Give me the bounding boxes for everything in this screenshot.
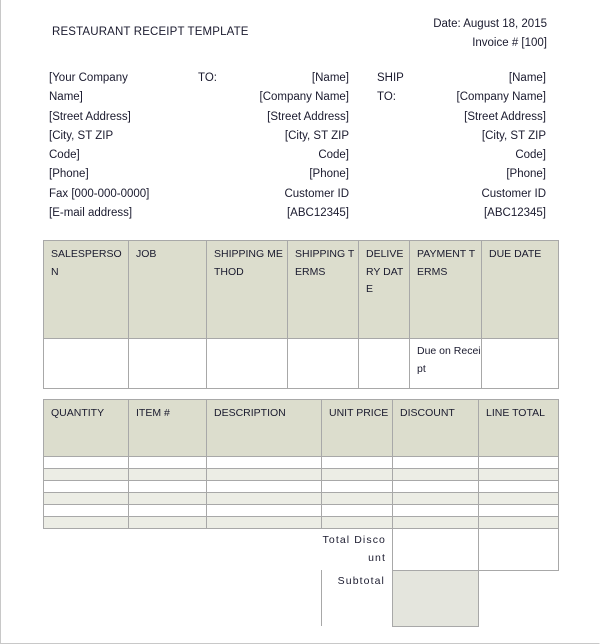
spacer-cell <box>44 570 322 626</box>
cell-unit-price[interactable] <box>322 469 393 481</box>
total-discount-value[interactable] <box>393 529 479 571</box>
subtotal-value[interactable] <box>393 570 479 626</box>
cell-quantity[interactable] <box>44 505 129 517</box>
ship-to-line: [Company Name] <box>456 91 546 104</box>
cell-discount[interactable] <box>393 469 479 481</box>
table-row <box>44 339 559 389</box>
col-header-job: JOB <box>129 241 207 339</box>
bill-to-line: [City, ST ZIP <box>284 129 349 142</box>
bill-to-line: [Name] <box>311 72 349 84</box>
cell-unit-price[interactable] <box>322 493 393 505</box>
col-header-description: DESCRIPTION <box>207 400 322 457</box>
bill-to-label-text: TO: <box>198 72 217 84</box>
table-header-row <box>44 241 559 339</box>
cell-unit-price[interactable] <box>322 517 393 529</box>
ship-to-line: [ABC12345] <box>483 207 546 220</box>
cell-line-total[interactable] <box>479 517 559 529</box>
ship-to-line: [City, ST ZIP <box>481 129 546 142</box>
cell-item-number[interactable] <box>129 505 207 517</box>
cell-due-date[interactable] <box>482 339 559 389</box>
subtotal-label: Subtotal <box>322 570 393 626</box>
line-items-table <box>43 399 559 627</box>
page-title: RESTAURANT RECEIPT TEMPLATE <box>52 26 249 38</box>
col-header-shipping-terms: SHIPPING TERMS <box>288 241 359 339</box>
table-header-row <box>44 400 559 457</box>
cell-line-total[interactable] <box>479 493 559 505</box>
cell-description[interactable] <box>207 517 322 529</box>
cell-quantity[interactable] <box>44 493 129 505</box>
table-row <box>44 493 559 505</box>
bill-to-line: [Phone] <box>309 168 349 181</box>
cell-line-total[interactable] <box>479 457 559 469</box>
cell-item-number[interactable] <box>129 457 207 469</box>
cell-quantity[interactable] <box>44 481 129 493</box>
from-line: Code] <box>49 149 80 162</box>
subtotal-spacer <box>479 570 559 626</box>
total-discount-row <box>44 529 559 571</box>
cell-item-number[interactable] <box>129 493 207 505</box>
cell-item-number[interactable] <box>129 517 207 529</box>
from-line: [City, ST ZIP <box>49 129 114 142</box>
cell-quantity[interactable] <box>44 517 129 529</box>
col-header-due-date: DUE DATE <box>482 241 559 339</box>
col-header-delivery-date: DELIVERY DATE <box>359 241 410 339</box>
cell-description[interactable] <box>207 481 322 493</box>
cell-discount[interactable] <box>393 493 479 505</box>
ship-to-line: [Street Address] <box>464 110 546 123</box>
bill-to-line: [ABC12345] <box>286 207 349 220</box>
cell-salesperson[interactable] <box>44 339 129 389</box>
col-header-item-number: ITEM # <box>129 400 207 457</box>
cell-discount[interactable] <box>393 457 479 469</box>
col-header-salesperson: SALESPERSON <box>44 241 129 339</box>
subtotal-row <box>44 570 559 626</box>
cell-unit-price[interactable] <box>322 457 393 469</box>
ship-to-line: [Name] <box>508 72 546 84</box>
ship-to-line: Code] <box>515 149 546 162</box>
total-discount-label: Total Discount <box>322 534 386 564</box>
col-header-discount: DISCOUNT <box>393 400 479 457</box>
table-row <box>44 469 559 481</box>
col-header-payment-terms: PAYMENT TERMS <box>410 241 482 339</box>
from-address <box>49 69 189 223</box>
col-header-line-total: LINE TOTAL <box>479 400 559 457</box>
order-details-table <box>43 240 559 389</box>
cell-item-number[interactable] <box>129 481 207 493</box>
cell-shipping-terms[interactable] <box>288 339 359 389</box>
total-discount-spacer[interactable] <box>479 529 559 571</box>
cell-quantity[interactable] <box>44 457 129 469</box>
col-header-unit-price: UNIT PRICE <box>322 400 393 457</box>
ship-to-line: Customer ID <box>481 187 546 200</box>
cell-discount[interactable] <box>393 481 479 493</box>
from-line: [Street Address] <box>49 110 131 123</box>
cell-quantity[interactable] <box>44 469 129 481</box>
ship-to-line: [Phone] <box>506 168 546 181</box>
cell-job[interactable] <box>129 339 207 389</box>
bill-to-line: Code] <box>318 149 349 162</box>
ship-to-address <box>405 69 546 223</box>
spacer-cell <box>44 529 322 571</box>
bill-to-address <box>232 69 349 223</box>
table-row <box>44 517 559 529</box>
cell-unit-price[interactable] <box>322 505 393 517</box>
cell-description[interactable] <box>207 493 322 505</box>
cell-discount[interactable] <box>393 505 479 517</box>
from-line: [E-mail address] <box>49 207 133 220</box>
from-line: [Your Company <box>49 72 128 84</box>
cell-shipping-method[interactable] <box>207 339 288 389</box>
from-line: Name] <box>49 91 83 104</box>
cell-unit-price[interactable] <box>322 481 393 493</box>
cell-discount[interactable] <box>393 517 479 529</box>
cell-delivery-date[interactable] <box>359 339 410 389</box>
from-line: Fax [000-000-0000] <box>49 187 150 200</box>
cell-line-total[interactable] <box>479 481 559 493</box>
table-row <box>44 457 559 469</box>
table-row <box>44 505 559 517</box>
cell-description[interactable] <box>207 469 322 481</box>
table-row <box>44 481 559 493</box>
cell-description[interactable] <box>207 505 322 517</box>
ship-to-label-line1: SHIP <box>377 72 404 84</box>
document-date: Date: August 18, 2015 <box>433 18 547 30</box>
col-header-quantity: QUANTITY <box>44 400 129 457</box>
cell-payment-terms[interactable]: Due on Receipt <box>410 339 482 389</box>
ship-to-label-line2: TO: <box>377 91 396 104</box>
bill-to-line: Customer ID <box>284 187 349 200</box>
cell-line-total[interactable] <box>479 505 559 517</box>
bill-to-line: [Company Name] <box>259 91 349 104</box>
document-header <box>1 0 600 56</box>
cell-item-number[interactable] <box>129 469 207 481</box>
cell-description[interactable] <box>207 457 322 469</box>
bill-to-line: [Street Address] <box>267 110 349 123</box>
document-meta <box>433 15 547 53</box>
cell-line-total[interactable] <box>479 469 559 481</box>
col-header-shipping-method: SHIPPING METHOD <box>207 241 288 339</box>
invoice-number: Invoice # [100] <box>472 37 547 49</box>
from-line: [Phone] <box>49 168 89 181</box>
